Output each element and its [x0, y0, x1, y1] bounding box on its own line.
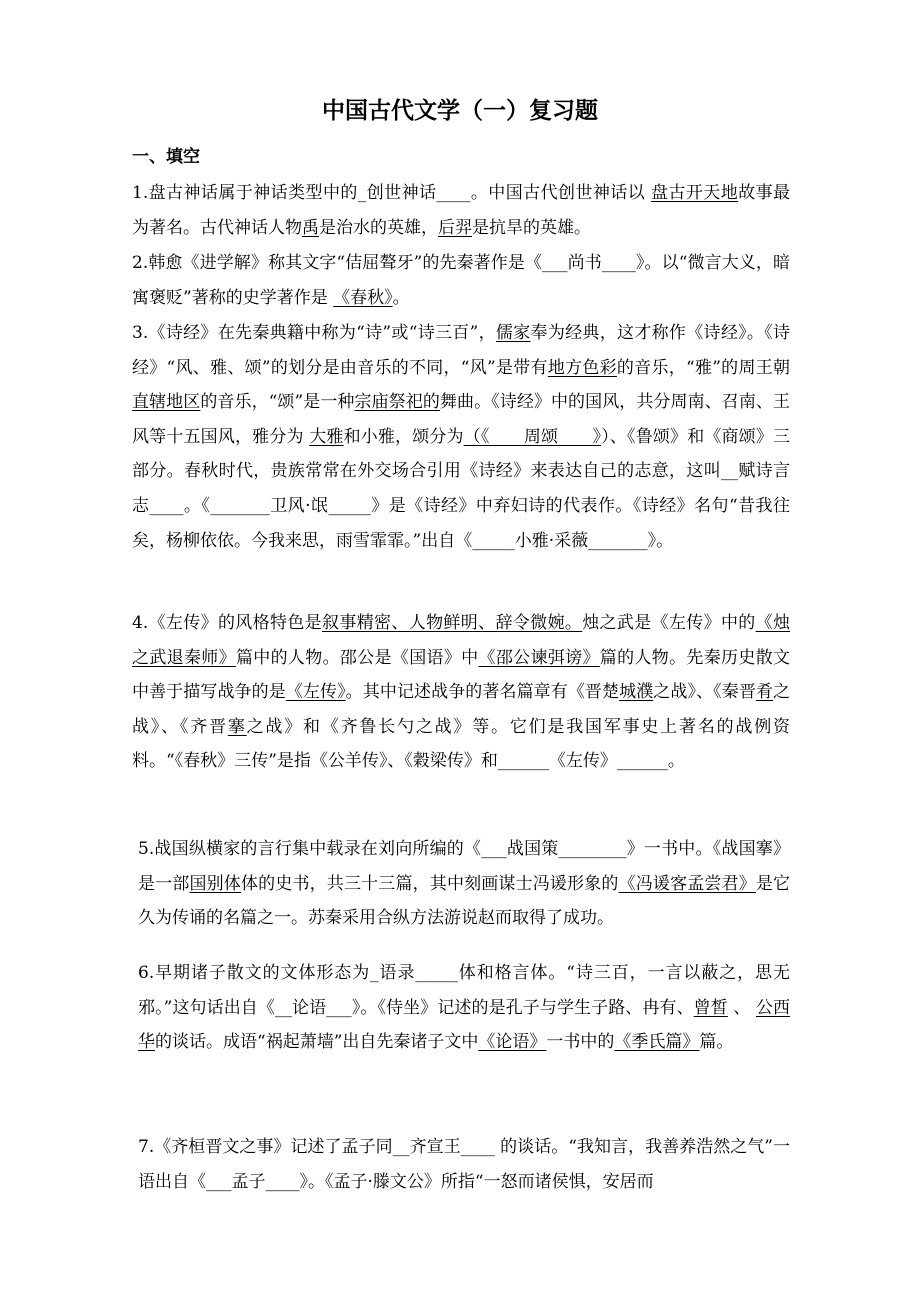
question-1: [132, 176, 790, 245]
question-text: 6.早期诸子散文的文体形态为_语录_____体和格言体。“诗三百，一言以蔽之，思无邪。”这句话出自《__论语___》。《侍坐》记述的是孔子与学生子路、冉有、: [138, 963, 790, 1018]
question-4: [132, 606, 790, 779]
question-text: 是它久为传诵的名篇之一。苏秦采用合纵方法游说赵而取得了成功。: [138, 873, 791, 929]
answer-underlined: 盘古开天地: [651, 183, 739, 203]
question-text: 是抗旱的英雄。: [472, 217, 591, 238]
question-text: 、: [727, 997, 756, 1018]
question-text: 。其中记述战争的著名篇章有《晋楚: [345, 682, 620, 703]
answer-underlined: 国别体: [189, 873, 241, 894]
question-text: 之战》、《秦晋: [653, 682, 756, 703]
question-text: 7.《齐桓晋文之事》记述了孟子同__齐宣王____ 的谈话。“我知言，我善养浩然之气”一语出自《___孟子____》。《孟子·滕文公》所指“一怒而诸侯惧，安居而: [138, 1137, 790, 1192]
answer-underlined: 公西华: [138, 997, 791, 1053]
question-text: 之战》、《齐晋: [132, 682, 791, 737]
page-title: 中国古代文学（一）复习题: [322, 98, 598, 124]
question-text: 舞曲。《诗经》中的国风，共分周南、召南、王风等十五国风，雅分为: [132, 392, 791, 447]
section-heading-fill-blank: 一、填空: [132, 147, 200, 167]
question-text: ）、《鲁颂》和《商颂》三部分。春秋时代，贵族常常在外交场合引用《诗经》来表达自己的志意，这叫__赋诗言志____。《_______卫风·氓_____》是《诗经》中弃妇诗的代表作。《诗经》名句“昔我往矣，杨柳依依。今我来思，雨雪霏霏。”出自《_____小雅·采薇_______》。: [132, 426, 791, 551]
question-text: 。: [392, 287, 410, 308]
answer-underlined: 地方色彩: [547, 357, 617, 378]
question-text: 2.韩愈《进学解》称其文字“佶屈聱牙”的先秦著作是《___尚书____》。以“微言大义，暗寓褒贬”著称的史学著作是: [132, 253, 790, 308]
question-text: 故事最为著名。古代神话人物: [132, 183, 791, 238]
question-text: 烛之武是《左传》中的: [582, 613, 756, 633]
answer-underlined: 儒家: [495, 323, 531, 343]
answer-underlined: 《冯谖客孟尝君》: [618, 873, 756, 894]
question-text: 4.《左传》的风格特色是: [132, 613, 323, 633]
question-text: 的音乐，“颂”是一种: [200, 392, 355, 413]
answer-underlined: 《春秋》: [333, 287, 393, 308]
question-text: 篇的人物。先秦历史散文中善于描写战争的是: [132, 647, 791, 703]
answer-underlined: 《邵公谏弭谤》: [478, 647, 600, 668]
answer-underlined: 搴: [227, 716, 247, 737]
question-text: 是治水的英雄，: [319, 217, 438, 238]
question-text: 篇。: [699, 1032, 734, 1053]
question-text: 5.战国纵横家的言行集中载录在刘向所编的《___战国策________》一书中。《战国搴》是一部: [138, 839, 790, 894]
question-text: 篇中的人物。邵公是《国语》中: [235, 647, 479, 668]
answer-underlined: 叙事精密、人物鲜明、辞令微婉。: [322, 613, 583, 633]
answer-underlined: 曾皙: [693, 997, 728, 1018]
question-5: [132, 832, 790, 936]
question-7: [132, 1130, 790, 1199]
answer-underlined: 《论语》: [478, 1032, 547, 1053]
question-text: 的谈话。成语“祸起萧墙”出自先秦诸子文中: [155, 1032, 479, 1053]
question-text: 之战》和《齐鲁长勺之战》等。它们是我国军事史上著名的战例资料。“《春秋》三传”是指《公羊传》、《穀梁传》和______《左传》______。: [132, 716, 791, 772]
answer-underlined: 城濮: [619, 682, 654, 703]
question-text: 体的史书，共三十三篇，其中刻画谋士冯谖形象的: [241, 873, 619, 894]
answer-underlined: （《 周颂 》: [463, 426, 602, 447]
question-text: 1.盘古神话属于神话类型中的_创世神话____。中国古代创世神话以: [132, 183, 651, 203]
question-text: 奉为经典，这才称作《诗经》。《诗经》“风、雅、颂”的划分是由音乐的不同，“风”是带有: [132, 323, 791, 378]
answer-underlined: 禹: [302, 217, 319, 238]
question-3: [132, 316, 790, 558]
question-6: [132, 956, 790, 1060]
answer-underlined: 宗庙祭祀的: [354, 392, 440, 413]
question-text: 3.《诗经》在先秦典籍中称为“诗”或“诗三百”，: [132, 323, 496, 343]
answer-underlined: 《烛之武退秦师》: [132, 613, 791, 668]
answer-underlined: 肴: [755, 682, 774, 703]
answer-underlined: 《季氏篇》: [614, 1032, 700, 1053]
answer-underlined: 直辖地区: [132, 392, 201, 413]
question-text: 的音乐，“雅”的周王朝: [616, 357, 790, 378]
question-text: 和小雅，颂分为: [343, 426, 464, 447]
answer-underlined: 《左传》: [285, 682, 346, 703]
answer-underlined: 大雅: [309, 426, 344, 447]
answer-underlined: 后羿: [438, 217, 472, 238]
question-2: [132, 246, 790, 315]
question-text: 一书中的: [546, 1032, 615, 1053]
